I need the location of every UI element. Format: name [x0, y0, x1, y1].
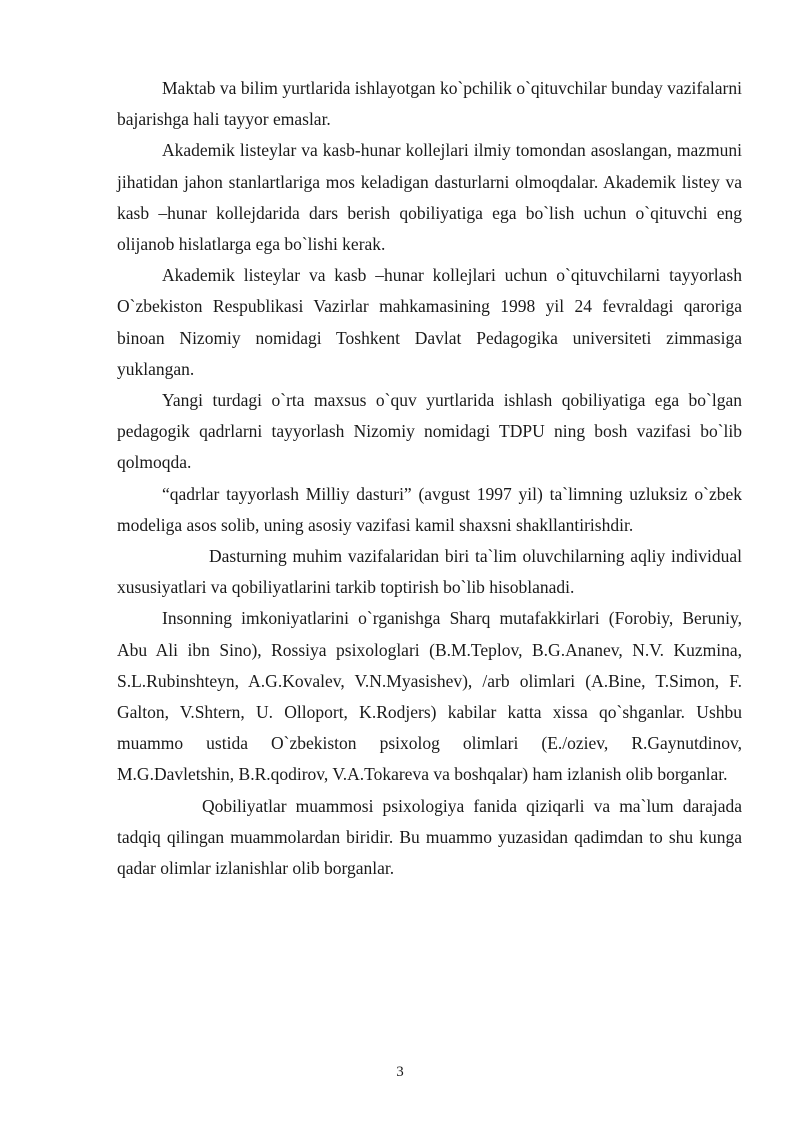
page-number: 3	[396, 1064, 404, 1080]
paragraph-8: Qobiliyatlar muammosi psixologiya fanida qiziqarli va ma`lum darajada tadqiq qilingan muammolardan biridir. Bu muammo yuzasidan qadimdan to shu kunga qadar olimlar izlanishlar olib borganlar.	[117, 795, 742, 879]
paragraph-3: Akademik listeylar va kasb –hunar kollejlari uchun o`qituvchilarni tayyorlash O`zbekiston Respublikasi Vazirlar mahkamasining 1998 yil 24 fevraldagi qaroriga binoan Nizomiy nomidagi Toshkent Davlat Pedagogika universiteti zimmasiga yuklangan.	[117, 265, 742, 379]
paragraph-6: Dasturning muhim vazifalaridan biri ta`lim oluvchilarning aqliy individual xususiyatlari va qobiliyatlarini tarkib toptirish bo`lib hisoblanadi.	[117, 546, 742, 598]
paragraph-5: “qadrlar tayyorlash Milliy dasturi” (avgust 1997 yil) ta`limning uzluksiz o`zbek modeliga asos solib, uning asosiy vazifasi kamil shaxsni shakllantirishdir.	[117, 483, 742, 535]
paragraph-1: Maktab va bilim yurtlarida ishlayotgan ko`pchilik o`qituvchilar bunday vazifalarni bajarishga hali tayyor emaslar.	[117, 78, 742, 130]
paragraph-4: Yangi turdagi o`rta maxsus o`quv yurtlarida ishlash qobiliyatiga ega bo`lgan pedagogik qadrlarni tayyorlash Nizomiy nomidagi TDPU ning bosh vazifasi bo`lib qolmoqda.	[117, 390, 742, 473]
paragraph-7: Insonning imkoniyatlarini o`rganishga Sharq mutafakkirlari (Forobiy, Beruniy, Abu Ali ibn Sino), Rossiya psixologlari (B.M.Teplov, B.G.Ananev, N.V. Kuzmina, S.L.Rubinshteyn, A.G.Kovalev, V.N.Myasishev), /arb olimlari (A.Bine, T.Simon, F. Galton, V.Shtern, U. Olloport, K.Rodjers) kabilar katta xissa qo`shganlar. Ushbu muammo ustida O`zbekiston psixolog olimlari (E./oziev, R.Gaynutdinov, M.G.Davletshin, B.R.qodirov, V.A.Tokareva va boshqalar) ham izlanish olib borganlar.	[117, 608, 742, 785]
paragraph-2: Akademik listeylar va kasb-hunar kollejlari ilmiy tomondan asoslangan, mazmuni jihatidan jahon stanlartlariga mos keladigan dasturlarni olmoqdalar. Akademik listey va kasb –hunar kollejdarida dars berish qobiliyatiga ega bo`lish uchun o`qituvchi eng olijanob hislatlarga ega bo`lishi kerak.	[117, 140, 742, 255]
body-text	[117, 73, 742, 884]
